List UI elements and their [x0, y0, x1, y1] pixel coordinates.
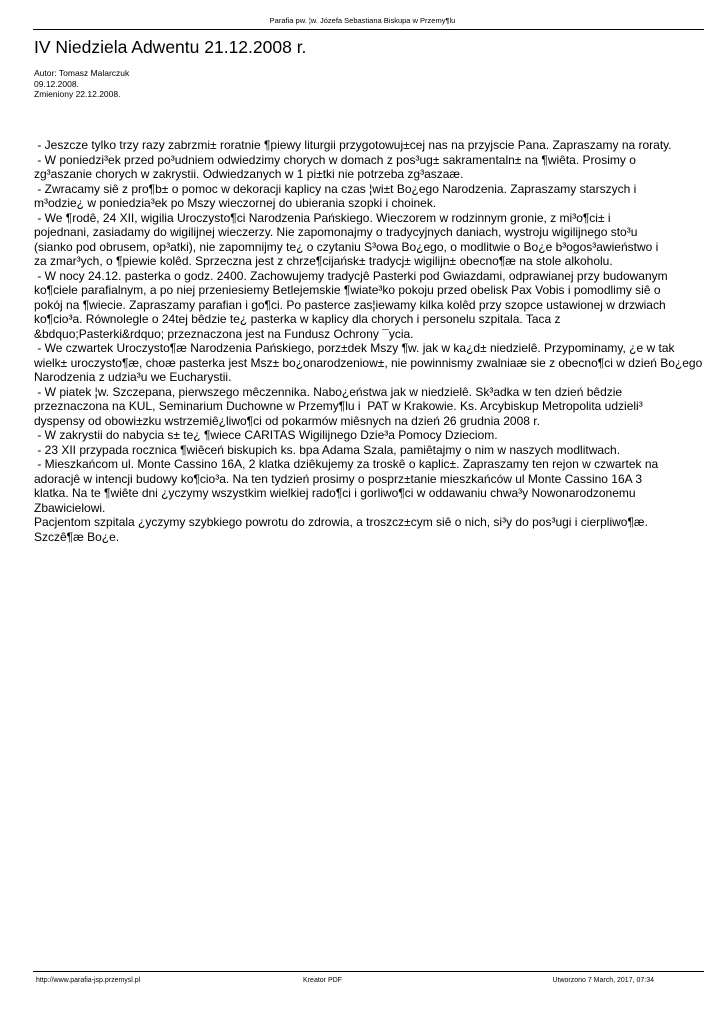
- announcement-paragraph: - 23 XII przypada rocznica ¶wiêceń biskupich ks. bpa Adama Szala, pamiêtajmy o nim w naszych modlitwach.: [34, 442, 621, 457]
- article-meta: [34, 68, 129, 100]
- announcement-paragraph: - We czwartek Uroczysto¶æ Narodzenia Pańskiego, porz±dek Mszy ¶w. jak w ka¿d± niedzielê. Przypominamy, ¿e w tak wielk± uroczysto¶æ, choæ pasterka jest Msz± bo¿onarodzeniow±, nie powinnismy zwalniaæ sie z obecno¶ci w dzień Bo¿ego Narodzenia z udzia³u we Eucharystii.: [34, 341, 703, 384]
- announcement-paragraph: - Mieszkańcom ul. Monte Cassino 16A, 2 klatka dziêkujemy za troskê o kaplic±. Zapraszamy ten rejon w czwartek na adoracjê w intencji budowy ko¶cio³a. Na ten tydzień prosimy o posprz±tanie mieszkańców ul Monte Cassino 16A 3 klatka. Na te ¶wiête dni ¿yczymy wszystkim wielkiej rado¶ci i gorliwo¶ci w oddawaniu chwa³y Nowonarodzonemu Zbawicielowi.: [34, 457, 659, 515]
- announcement-paragraph: - W poniedzi³ek przed po³udniem odwiedzimy chorych w domach z pos³ug± sakramentaln± na ¶wiêta. Prosimy o zg³aszanie chorych w zakrystii. Odwiedzanych w 1 pi±tki nie potrzeba zg³aszaæ.: [34, 152, 636, 181]
- page-footer: [0, 976, 725, 988]
- announcement-paragraph: - W nocy 24.12. pasterka o godz. 2400. Zachowujemy tradycjê Pasterki pod Gwiazdami, odprawianej przy budowanym ko¶ciele parafialnym, a po niej przeniesiemy Betlejemskie ¶wiate³ko pokoju przed obelisk Pax Vobis i pomodlimy siê o pokój na ¶wiecie. Zapraszamy parafian i go¶ci. Po pasterce zas¦iewamy kilka kolêd przy szopce ustawionej w drzwiach ko¶cio³a. Równolegle o 24tej bêdzie te¿ pasterka w kaplicy dla chorych i personelu szpitala. Taca z &bdquo;Pasterki&rdquo; przeznaczona jest na Fundusz Ochrony ¯ycia.: [34, 268, 668, 341]
- article-title: IV Niedziela Adwentu 21.12.2008 r.: [34, 37, 307, 57]
- page-header-site-title: Parafia pw. ¦w. Józefa Sebastiana Biskupa w Przemy¶lu: [269, 16, 456, 25]
- footer-rule: [33, 971, 704, 972]
- article-author: Autor: Tomasz Malarczuk: [34, 68, 130, 78]
- announcement-paragraph: - W piatek ¦w. Szczepana, pierwszego mêczennika. Nabo¿eństwa jak w niedzielê. Sk³adka w ten dzień bêdzie przeznaczona na KUL, Seminarium Duchowne w Przemy¶lu i PAT w Krakowie. Ks. Arcybiskup Metropolita udzieli³ dyspensy od obowi±zku wstrzemiê¿liwo¶ci od pokarmów miêsnych na dzień 26 grudnia 2008 r.: [34, 384, 643, 428]
- article-date: 09.12.2008.: [34, 78, 79, 89]
- article-body: [34, 138, 714, 544]
- footer-created-date: Utworzono 7 March, 2017, 07:34: [552, 977, 654, 984]
- footer-site-url[interactable]: http://www.parafia-jsp.przemysl.pl: [36, 977, 141, 984]
- footer-generator: Kreator PDF: [303, 977, 342, 984]
- closing-paragraph: Pacjentom szpitala ¿yczymy szybkiego powrotu do zdrowia, a troszcz±cym siê o nich, si³y do pos³ugi i cierpliwo¶æ. Szczê¶æ Bo¿e.: [34, 515, 648, 544]
- announcement-paragraph: - Jeszcze tylko trzy razy zabrzmi± roratnie ¶piewy liturgii przygotowuj±cej nas na przyjscie Pana. Zapraszamy na roraty.: [34, 138, 672, 152]
- article-modified: Zmieniony 22.12.2008.: [34, 89, 121, 99]
- announcement-paragraph: - Zwracamy siê z pro¶b± o pomoc w dekoracji kaplicy na czas ¦wi±t Bo¿ego Narodzenia. Zapraszamy starszych i m³odzie¿ w poniedzia³ek po Mszy wieczornej do ubierania szopki i choinek.: [34, 181, 637, 210]
- announcement-paragraph: - We ¶rodê, 24 XII, wigilia Uroczysto¶ci Narodzenia Pańskiego. Wieczorem w rodzinnym gronie, z mi³o¶ci± i pojednani, zasiadamy do wigilijnej wieczerzy. Nie zapomonajmy o tradycyjnych daniach, wystroju wigilijnego sto³u (sianko pod obrusem, op³atki), nie zapomnijmy te¿ o czytaniu S³owa Bo¿ego, o modlitwie o Bo¿e b³ogos³awieństwo i za zmar³ych, o ¶piewie kolêd. Sprzeczna jest z chrze¶cijańsk± tradycj± wigilijn± obecno¶æ na stole alkoholu.: [34, 210, 659, 268]
- header-rule: [33, 29, 704, 30]
- announcement-paragraph: - W zakrystii do nabycia s± te¿ ¶wiece CARITAS Wigilijnego Dzie³a Pomocy Dzieciom.: [34, 428, 498, 442]
